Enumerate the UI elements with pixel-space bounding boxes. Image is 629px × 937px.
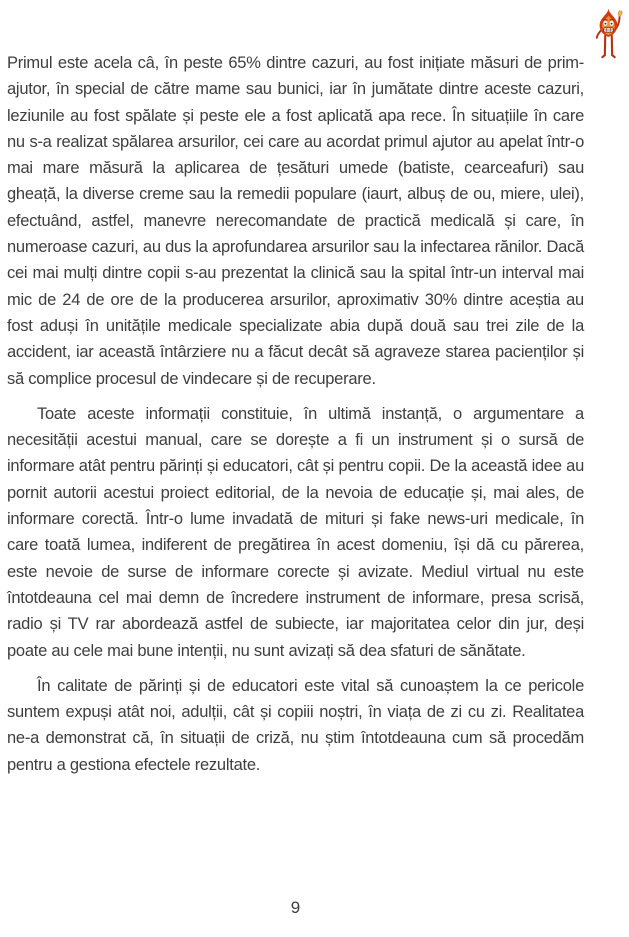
- flame-mascot-icon: [592, 7, 625, 61]
- mascot-flame-tip: [618, 10, 622, 16]
- body-paragraph-3: În calitate de părinți și de educatori este vital să cunoaștem la ce pericole suntem expuși atât noi, adulții, cât și copiii noștri, în viața de zi cu zi. Realitatea ne-a demonstrat că, în situații de criză, nu știm întotdeauna cum să procedăm pentru a gestiona efectele rezultate.: [7, 676, 584, 774]
- body-paragraph-1: Primul este acela câ, în peste 65% dintre cazuri, au fost inițiate măsuri de prim-ajutor, în special de către mame sau bunici, iar în jumătate dintre aceste cazuri, leziunile au fost spălate și peste ele a fost aplicată apa rece. În situațiile în care nu s-a realizat spălarea arsurilor, cei care au acordat primul ajutor au apelat într-o mai mare măsură la aplicarea de țesături umede (batiste, cearceafuri) sau gheață, la diverse creme sau la remedii populare (iaurt, albuș de ou, miere, ulei), efectuând, astfel, manevre nerecomandate de practică medicală și care, în numeroase cazuri, au dus la aprofundarea arsurilor sau la infectarea rănilor. Dacă cei mai mulți dintre copii s-au prezentat la clinică sau la spital într-un interval mai mic de 24 de ore de la producerea arsurilor, aproximativ 30% dintre aceștia au fost aduși în unitățile medicale specializate abia după două sau trei zile de la accident, iar această întârziere nu a făcut decât să agraveze starea pacienților și să complice procesul de vindecare și de recuperare.: [7, 54, 584, 388]
- body-paragraph-2: Toate aceste informații constituie, în ultimă instanță, o argumentare a necesității acestui manual, care se dorește a fi un instrument și o sursă de informare atât pentru părinți și educatori, cât și pentru copii. De la această idee au pornit autorii acestui proiect editorial, de la nevoia de educație și, mai ales, de informare corectă. Într-o lume invadată de mituri și fake news-uri medicale, în care toată lumea, indiferent de pregătirea în acest domeniu, își dă cu părerea, este nevoie de surse de informare corecte și avizate. Mediul virtual nu este întotdeauna cel mai demn de încredere instrument de informare, presa scrisă, radio și TV rar abordează astfel de subiecte, iar majoritatea celor din jur, deși poate au cele mai bune intenții, nu sunt avizați să dea sfaturi de sănătate.: [7, 404, 584, 660]
- mascot-left-arm: [597, 30, 602, 38]
- text-block: [7, 50, 584, 778]
- page-number: 9: [290, 898, 301, 917]
